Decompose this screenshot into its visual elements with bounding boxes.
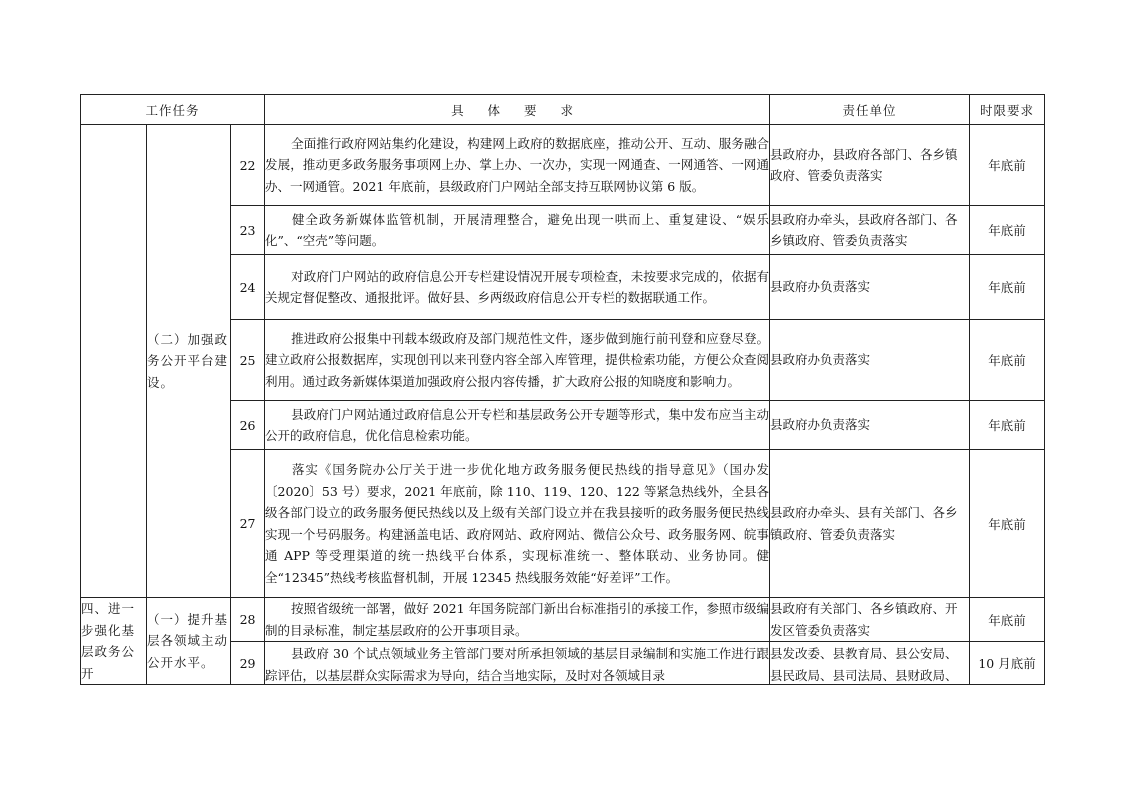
header-deadline: 时限要求 [970,95,1045,125]
requirement-text [265,401,770,450]
requirement-text-25: 推进政府公报集中刊载本级政府及部门规范性文件，逐步做到施行前刊登和应登尽登。建立政府公报数据库，实现创刊以来刊登内容全部入库管理，提供检索功能，方便公众查阅利用。通过政务新媒体渠道加强政府公报内容传播，扩大政府公报的知晓度和影响力。 [265,330,770,389]
row-number: 23 [231,206,265,255]
row-number: 29 [231,642,265,685]
requirement-text-29: 县政府 30 个试点领域业务主管部门要对所承担领域的基层目录编制和实施工作进行跟踪评估，以基层群众实际需求为导向，结合当地实际，及时对各领域目录 [265,646,770,683]
category-grassroots: 四、进一步强化基层政务公开 [81,598,147,685]
row-number: 28 [231,598,265,642]
responsible-unit: 县政府办牵头，县政府各部门、各乡镇政府、管委负责落实 [770,206,970,255]
requirement-text-24: 对政府门户网站的政府信息公开专栏建设情况开展专项检查，未按要求完成的，依据有关规定督促整改、通报批评。做好县、乡两级政府信息公开专栏的数据联通工作。 [265,268,770,305]
header-task: 工作任务 [81,95,265,125]
row-number: 27 [231,450,265,598]
responsible-unit: 县政府办负责落实 [770,320,970,401]
requirement-text [265,255,770,320]
deadline: 年底前 [970,401,1045,450]
responsible-unit: 县政府办负责落实 [770,255,970,320]
responsible-unit-29: 县发改委、县教育局、县公安局、县民政局、县司法局、县财政局、 [770,646,958,683]
requirement-text [265,320,770,401]
requirement-text [265,642,770,685]
requirement-text-22: 全面推行政府网站集约化建设，构建网上政府的数据底座，推动公开、互动、服务融合发展，推动更多政务服务事项网上办、掌上办、一次办，实现一网通查、一网通答、一网通办、一网通管。2021 年底前，县级政府门户网站全部支持互联网协议第 6 版。 [265,135,770,194]
deadline: 年底前 [970,206,1045,255]
requirement-text [265,450,770,598]
category-cell-continued [81,125,147,598]
responsible-unit [770,642,970,685]
responsible-unit: 县政府办，县政府各部门、各乡镇政府、管委负责落实 [770,125,970,206]
deadline: 10 月底前 [970,642,1045,685]
table-header-row [81,95,1045,125]
task-table [80,94,1045,685]
subcategory-grassroots: （一）提升基层各领域主动公开水平。 [147,598,231,685]
requirement-text-27: 落实《国务院办公厅关于进一步优化地方政务服务便民热线的指导意见》（国办发〔2020〕53 号）要求，2021 年底前，除 110、119、120、122 等紧急热线外，全县各级各部门设立的政务服务便民热线以及上级有关部门设立并在我县接听的政务服务便民热线实现一个号码服务。构建涵盖电话、政府网站、政府网站、微信公众号、政务服务网、皖事通 APP 等受理渠道的统一热线平台体系，实现标准统一、整体联动、业务协同。健全“12345”热线考核监督机制，开展 12345 热线服务效能“好差评”工作。 [265,462,770,585]
requirement-text-28: 按照省级统一部署，做好 2021 年国务院部门新出台标准指引的承接工作，参照市级编制的目录标准，制定基层政府的公开事项目录。 [265,601,770,638]
table-row [81,125,1045,206]
deadline: 年底前 [970,450,1045,598]
deadline: 年底前 [970,255,1045,320]
row-number: 24 [231,255,265,320]
header-unit: 责任单位 [770,95,970,125]
row-number: 26 [231,401,265,450]
responsible-unit: 县政府办牵头、县有关部门、各乡镇政府、管委负责落实 [770,450,970,598]
requirement-text [265,598,770,642]
deadline: 年底前 [970,125,1045,206]
table-row [81,598,1045,642]
subcategory-platform: （二）加强政务公开平台建设。 [147,125,231,598]
row-number: 25 [231,320,265,401]
deadline: 年底前 [970,598,1045,642]
requirement-text [265,206,770,255]
responsible-unit: 县政府有关部门、各乡镇政府、开发区管委负责落实 [770,598,970,642]
requirement-text-23: 健全政务新媒体监管机制，开展清理整合，避免出现一哄而上、重复建设、“娱乐化”、“空壳”等问题。 [265,211,770,248]
requirement-text-26: 县政府门户网站通过政府信息公开专栏和基层政务公开专题等形式，集中发布应当主动公开的政府信息，优化信息检索功能。 [265,406,770,443]
deadline: 年底前 [970,320,1045,401]
requirement-text [265,125,770,206]
responsible-unit: 县政府办负责落实 [770,401,970,450]
row-number: 22 [231,125,265,206]
header-requirements: 具 体 要 求 [265,95,770,125]
